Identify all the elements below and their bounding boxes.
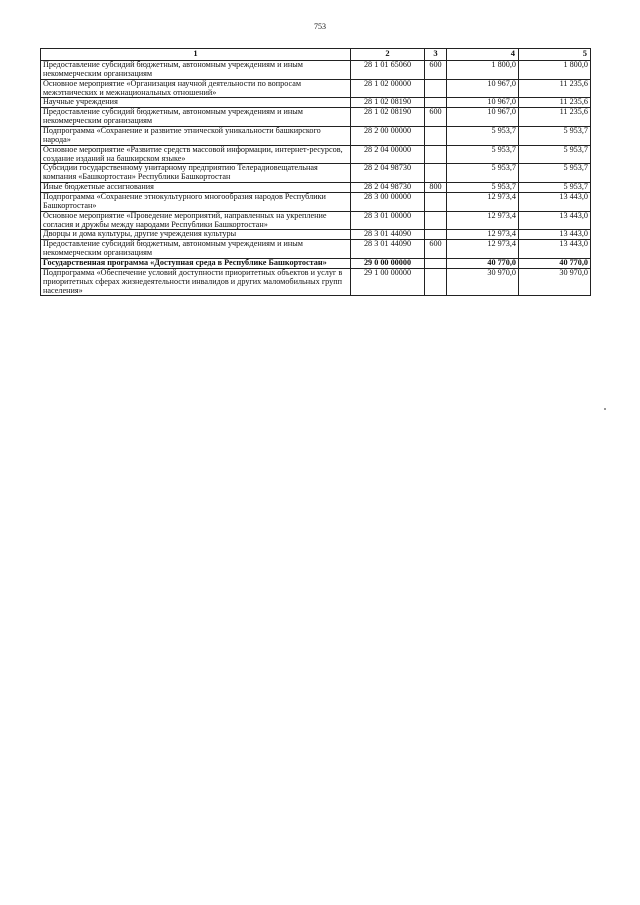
table-row: [41, 164, 591, 183]
row-code: 28 3 01 00000: [351, 211, 425, 230]
row-name: Подпрограмма «Обеспечение условий доступности приоритетных объектов и услуг в приоритетных сферах жизнедеятельности инвалидов и других маломобильных групп населения»: [41, 268, 351, 296]
row-value-col4: 40 770,0: [447, 259, 519, 269]
table-row: [41, 98, 591, 108]
row-type: 600: [425, 61, 447, 80]
row-value-col4: 5 953,7: [447, 127, 519, 146]
row-code: 28 3 00 00000: [351, 193, 425, 212]
row-value-col4: 10 967,0: [447, 108, 519, 127]
row-value-col4: 5 953,7: [447, 164, 519, 183]
page-number: 753: [314, 22, 326, 31]
row-name: Основное мероприятие «Организация научной деятельности по вопросам межэтнических и межнациональных отношений»: [41, 79, 351, 98]
row-type: [425, 164, 447, 183]
row-code: 28 1 02 08190: [351, 108, 425, 127]
row-value-col5: 13 443,0: [519, 240, 591, 259]
row-type: [425, 268, 447, 296]
table-row: [41, 230, 591, 240]
table-row: [41, 259, 591, 269]
row-value-col4: 12 973,4: [447, 240, 519, 259]
row-code: 28 2 00 00000: [351, 127, 425, 146]
header-row: [41, 49, 591, 61]
row-type: [425, 211, 447, 230]
row-code: 29 1 00 00000: [351, 268, 425, 296]
table-row: [41, 268, 591, 296]
row-type: [425, 145, 447, 164]
row-name: Предоставление субсидий бюджетным, автономным учреждениям и иным некоммерческим организациям: [41, 108, 351, 127]
row-value-col5: 30 970,0: [519, 268, 591, 296]
row-name: Иные бюджетные ассигнования: [41, 183, 351, 193]
row-value-col4: 1 800,0: [447, 61, 519, 80]
row-name: Предоставление субсидий бюджетным, автономным учреждениям и иным некоммерческим организациям: [41, 240, 351, 259]
row-type: [425, 230, 447, 240]
row-name: Научные учреждения: [41, 98, 351, 108]
row-type: 800: [425, 183, 447, 193]
row-code: 28 1 02 08190: [351, 98, 425, 108]
table-row: [41, 240, 591, 259]
table-row: [41, 61, 591, 80]
row-value-col4: 5 953,7: [447, 145, 519, 164]
row-type: 600: [425, 240, 447, 259]
row-code: 28 1 01 65060: [351, 61, 425, 80]
scan-speck: [604, 408, 606, 410]
row-value-col4: 10 967,0: [447, 98, 519, 108]
row-name: Государственная программа «Доступная среда в Республике Башкортостан»: [41, 259, 351, 269]
row-type: 600: [425, 108, 447, 127]
row-value-col5: 11 235,6: [519, 98, 591, 108]
table-row: [41, 211, 591, 230]
row-value-col4: 30 970,0: [447, 268, 519, 296]
budget-table: [40, 48, 591, 296]
header-col-1: 1: [41, 49, 351, 61]
row-value-col5: 13 443,0: [519, 211, 591, 230]
row-type: [425, 79, 447, 98]
row-value-col5: 11 235,6: [519, 108, 591, 127]
row-name: Подпрограмма «Сохранение и развитие этнической уникальности башкирского народа»: [41, 127, 351, 146]
row-name: Дворцы и дома культуры, другие учреждения культуры: [41, 230, 351, 240]
row-value-col5: 13 443,0: [519, 193, 591, 212]
table-row: [41, 127, 591, 146]
row-value-col5: 11 235,6: [519, 79, 591, 98]
row-value-col5: 1 800,0: [519, 61, 591, 80]
table-row: [41, 183, 591, 193]
row-name: Основное мероприятие «Развитие средств массовой информации, интернет-ресурсов, создание изданий на башкирском языке»: [41, 145, 351, 164]
row-code: 29 0 00 00000: [351, 259, 425, 269]
header-col-2: 2: [351, 49, 425, 61]
row-value-col5: 40 770,0: [519, 259, 591, 269]
row-code: 28 3 01 44090: [351, 230, 425, 240]
row-name: Подпрограмма «Сохранение этнокультурного многообразия народов Республики Башкортостан»: [41, 193, 351, 212]
row-value-col5: 5 953,7: [519, 127, 591, 146]
table-row: [41, 145, 591, 164]
row-code: 28 3 01 44090: [351, 240, 425, 259]
row-code: 28 2 04 98730: [351, 183, 425, 193]
row-type: [425, 193, 447, 212]
row-value-col4: 10 967,0: [447, 79, 519, 98]
row-value-col4: 5 953,7: [447, 183, 519, 193]
row-value-col5: 13 443,0: [519, 230, 591, 240]
row-name: Предоставление субсидий бюджетным, автономным учреждениям и иным некоммерческим организациям: [41, 61, 351, 80]
table-row: [41, 193, 591, 212]
row-value-col5: 5 953,7: [519, 145, 591, 164]
row-code: 28 2 04 98730: [351, 164, 425, 183]
header-col-3: 3: [425, 49, 447, 61]
row-code: 28 2 04 00000: [351, 145, 425, 164]
row-value-col5: 5 953,7: [519, 183, 591, 193]
row-value-col4: 12 973,4: [447, 211, 519, 230]
row-code: 28 1 02 00000: [351, 79, 425, 98]
table-row: [41, 108, 591, 127]
row-type: [425, 127, 447, 146]
row-value-col4: 12 973,4: [447, 193, 519, 212]
table-row: [41, 79, 591, 98]
row-type: [425, 259, 447, 269]
header-col-5: 5: [519, 49, 591, 61]
row-value-col4: 12 973,4: [447, 230, 519, 240]
row-value-col5: 5 953,7: [519, 164, 591, 183]
header-col-4: 4: [447, 49, 519, 61]
row-name: Субсидии государственному унитарному предприятию Телерадиовещательная компания «Башкортостан» Республики Башкортостан: [41, 164, 351, 183]
row-type: [425, 98, 447, 108]
row-name: Основное мероприятие «Проведение мероприятий, направленных на укрепление согласия и дружбы между народами Республики Башкортостан»: [41, 211, 351, 230]
